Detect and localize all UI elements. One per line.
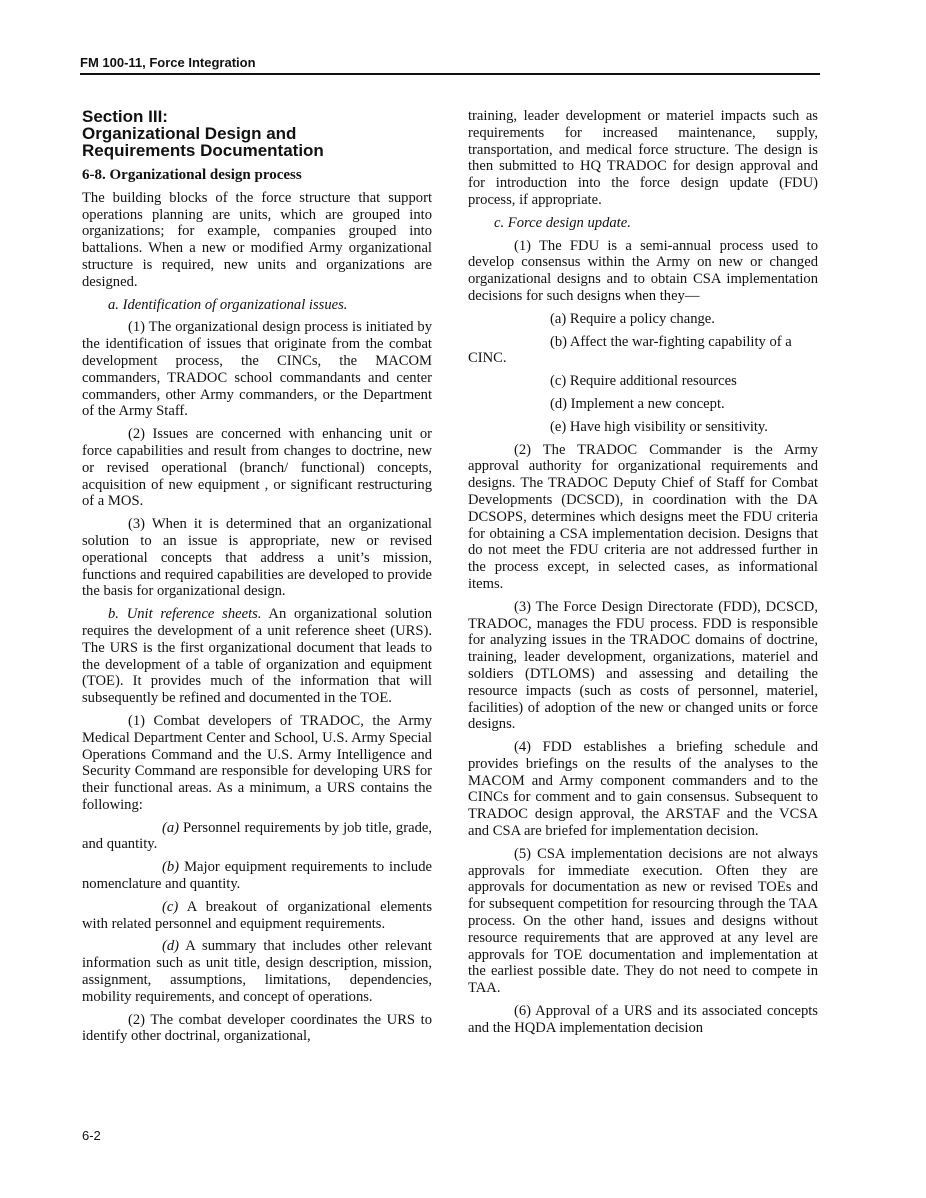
intro-paragraph: The building blocks of the force structure that support operations planning are units, which are grouped into organizations; for example, companies grouped into battalions. When a new or modified Army organizational structure is required, new units and organizations are designed. [82, 189, 432, 290]
paragraph-c4: (4) FDD establishes a briefing schedule and provides briefings on the results of the analyses to the MACOM and Army component commanders and to the CINCs for comment and to gain consensus. Subsequent to TRADOC design approval, the ARSTAF and the VCSA and CSA are briefed for implementation decision. [468, 739, 818, 840]
paragraph-c3: (3) The Force Design Directorate (FDD), DCSCD, TRADOC, manages the FDU process. FDD is responsible for analyzing issues in the TRADOC domains of doctrine, training, leader development, organizations, materiel and soldiers (DTLOMS) and assessing and detailing the resource impacts (such as costs of personnel, materiel, facilities) of adoption of the new or changed units or force designs. [468, 598, 818, 733]
paragraph-a1: (1) The organizational design process is initiated by the identification of issues that originate from the combat development process, the CINCs, the MACOM commanders, TRADOC school commandants and center commanders, other Army commanders, or the Department of the Army Staff. [82, 319, 432, 420]
text-b1a: Personnel requirements by job title, grade, and quantity. [82, 819, 432, 853]
list-item-c1a: (a) Require a policy change. [550, 310, 715, 327]
continued-paragraph: training, leader development or materiel impacts such as requirements for increased maintenance, supply, transportation, and medical force structure. The design is then submitted to HQ TRADOC for design approval and for introduction into the force design update (FDU) process, if appropriate. [468, 108, 818, 208]
section-title-line-2: Organizational Design and [82, 124, 297, 143]
paragraph-b1: (1) Combat developers of TRADOC, the Army Medical Department Center and School, U.S. Army Special Operations Command and the U.S. Army Intelligence and Security Command are responsible for developing URS for their functional areas. As a minimum, a URS contains the following: [82, 712, 432, 813]
paragraph-c6: (6) Approval of a URS and its associated concepts and the HQDA implementation decision [468, 1003, 818, 1036]
text-b1c: A breakout of organizational elements with related personnel and equipment requirements. [82, 898, 432, 932]
paragraph-b2: (2) The combat developer coordinates the URS to identify other doctrinal, organizational, [82, 1011, 432, 1045]
paragraph-a2: (2) Issues are concerned with enhancing unit or force capabilities and result from changes to doctrine, new or revised operational (branch/ functional) concepts, acquisition of new equipment , or significant restructuring of a MOS. [82, 426, 432, 510]
paragraph-b1c [82, 899, 432, 933]
list-item-c1e: (e) Have high visibility or sensitivity. [550, 418, 768, 435]
section-title-line-1: Section III: [82, 107, 168, 126]
right-column [468, 108, 818, 1043]
paragraph-b1a [82, 820, 432, 854]
section-title-line-3: Requirements Documentation [82, 141, 324, 160]
text-b1d: A summary that includes other relevant information such as unit title, design description, mission, assignment, assumptions, limitations, dependencies, mobility requirements, and concept of operations. [82, 938, 432, 1005]
paragraph-title-6-8: 6-8. Organizational design process [82, 167, 302, 183]
section-title [82, 108, 432, 159]
paragraph-b1d [82, 938, 432, 1005]
paragraph-c1: (1) The FDU is a semi-annual process used to develop consensus within the Army on new or changed organizational designs and to obtain CSA implementation decisions for such designs when they— [468, 237, 818, 304]
paragraph-c5: (5) CSA implementation decisions are not always approvals for immediate execution. Often they are approvals for documentation as new or revised TOEs and for subsequent competition for resourcing through the TAA process. On the other hand, issues and designs without resource requirements that are approved at any level are approvals for TOE documentation and implementation at the earliest possible date. They do not need to compete in TAA. [468, 845, 818, 997]
label-b: (b) [162, 859, 180, 876]
running-header: FM 100-11, Force Integration [80, 55, 256, 70]
text-b1b: Major equipment requirements to include nomenclature and quantity. [82, 859, 432, 893]
paragraph-c2: (2) The TRADOC Commander is the Army approval authority for organizational requirements and designs. The TRADOC Deputy Chief of Staff for Combat Developments (DCSCD), in coordination with the DA DCSOPS, determines which designs meet the FDU criteria for obtaining a CSA implementation decision. Designs that do not meet the FDU criteria are not addressed further in the process except, in selected cases, as informational items. [468, 441, 818, 592]
left-column [82, 108, 432, 1051]
label-c: (c) [162, 898, 179, 915]
label-a: (a) [162, 819, 180, 836]
list-item-c1d: (d) Implement a new concept. [550, 395, 725, 412]
subhead-b: b. Unit reference sheets. [108, 606, 262, 623]
paragraph-b [82, 606, 432, 707]
subhead-c: c. Force design update. [494, 214, 631, 231]
paragraph-b-text: An organizational solution requires the development of a unit reference sheet (URS). The URS is the first organizational document that leads to the development of a table of organization and equipment (TOE). It provides much of the information that will subsequently be refined and documented in the TOE. [82, 606, 432, 707]
paragraph-b1b [82, 859, 432, 893]
list-item-c1b: (b) Affect the war-fighting capability of a CINC. [468, 333, 792, 367]
page-number: 6-2 [82, 1128, 101, 1143]
list-item-c1c: (c) Require additional resources [550, 373, 737, 390]
label-d: (d) [162, 938, 180, 955]
header-rule [80, 73, 820, 75]
paragraph-a3: (3) When it is determined that an organizational solution to an issue is appropriate, new or revised operational concepts that address a unit’s mission, functions and required capabilities are developed to provide the basis for organizational design. [82, 516, 432, 600]
subhead-a: a. Identification of organizational issues. [108, 296, 348, 313]
